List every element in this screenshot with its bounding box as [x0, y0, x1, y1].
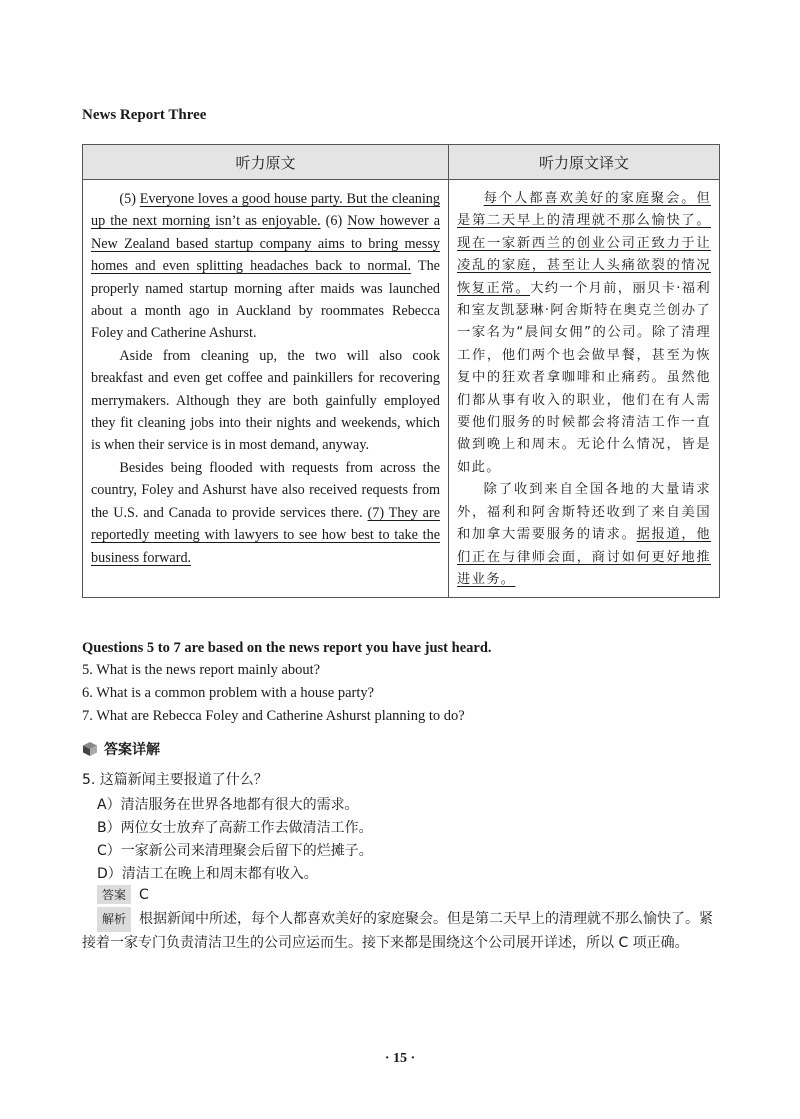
questions-header: Questions 5 to 7 are based on the news report you have just heard.	[82, 640, 492, 656]
option-b: B）两位女士放弃了高薪工作去做清洁工作。	[97, 820, 373, 836]
en-text: Besides being flooded with requests from across the country, Foley and Ashurst have also received requests from the U.S. and Canada to provide services there.	[91, 459, 440, 521]
header-translation: 听力原文译文	[449, 145, 720, 180]
en-underlined: (7) They are reportedly meeting with lawyers to see how best to take the business forward.	[91, 504, 440, 566]
en-text: (6)	[325, 213, 348, 230]
en-text: The properly named startup morning after maids was launched about a month ago in Auckland by roommates Rebecca Foley and Catherine Ashurst.	[91, 258, 440, 342]
zh-paragraph	[457, 188, 711, 479]
analysis-text: 根据新闻中所述，每个人都喜欢美好的家庭聚会。但是第二天早上的清理就不那么愉快了。紧接着一家专门负责清洁卫生的公司应运而生。接下来都是围绕这个公司展开详述，所以 C 项正确。	[82, 911, 714, 951]
zh-paragraph	[457, 479, 711, 591]
option-a: A）清洁服务在世界各地都有很大的需求。	[97, 797, 359, 813]
answer-section-header	[82, 739, 160, 759]
en-underlined: Everyone loves a good house party. But the cleaning up the next morning isn’t as enjoyable.	[91, 191, 440, 230]
en-paragraph	[91, 457, 440, 569]
answer-label: 答案	[97, 885, 131, 904]
zh-underlined: 据报道，他们正在与律师会面，商讨如何更好地推进业务。	[457, 527, 711, 587]
transcript-table	[82, 144, 720, 598]
header-original: 听力原文	[83, 145, 449, 180]
zh-underlined: 每个人都喜欢美好的家庭聚会。但是第二天早上的清理就不那么愉快了。现在一家新西兰的创业公司正致力于让凌乱的家庭，甚至让人头痛欲裂的情况恢复正常。	[457, 191, 711, 296]
en-paragraph: Aside from cleaning up, the two will also cook breakfast and even get coffee and painkillers for recovering merrymakers. Although they are both gainfully employed they fit cleaning jobs into their nights and weekends, which is when their service is in most demand, anyway.	[91, 347, 440, 454]
answer-section-title: 答案详解	[104, 742, 160, 758]
answer-row	[97, 885, 149, 904]
option-c: C）一家新公司来清理聚会后留下的烂摊子。	[97, 843, 373, 859]
cube-icon	[82, 741, 98, 757]
page-number: · 15 ·	[384, 1051, 416, 1066]
answer-question: 5. 这篇新闻主要报道了什么？	[82, 772, 268, 788]
question-item: 7. What are Rebecca Foley and Catherine Ashurst planning to do?	[82, 708, 465, 724]
option-d: D）清洁工在晚上和周末都有收入。	[97, 866, 318, 882]
analysis-paragraph	[82, 907, 722, 955]
question-item: 6. What is a common problem with a house party?	[82, 685, 375, 701]
analysis-label: 解析	[97, 907, 131, 932]
en-underlined: Now however a New Zealand based startup company aims to bring messy homes and even splitting headaches back to normal.	[91, 213, 441, 275]
question-item: 5. What is the news report mainly about?	[82, 662, 321, 678]
translation-text-cell	[449, 180, 720, 598]
section-title: News Report Three	[82, 107, 207, 123]
zh-text: 除了收到来自全国各地的大量请求外，福利和阿舍斯特还收到了来自美国和加拿大需要服务的请求。	[457, 482, 711, 543]
en-text: (5)	[119, 191, 140, 207]
original-text-cell	[83, 180, 449, 598]
answer-value: C	[139, 887, 149, 903]
zh-text: 大约一个月前，丽贝卡·福利和室友凯瑟琳·阿舍斯特在奥克兰创办了一家名为“晨间女佣”的公司。除了清理工作，他们两个也会做早餐，甚至为恢复中的狂欢者拿咖啡和止痛药。虽然他们都从事有收入的职业，他们在有人需要他们服务的时候都会将清洁工作一直做到晚上和周末。无论什么情况，皆是如此。	[457, 280, 711, 475]
en-paragraph	[91, 188, 440, 345]
